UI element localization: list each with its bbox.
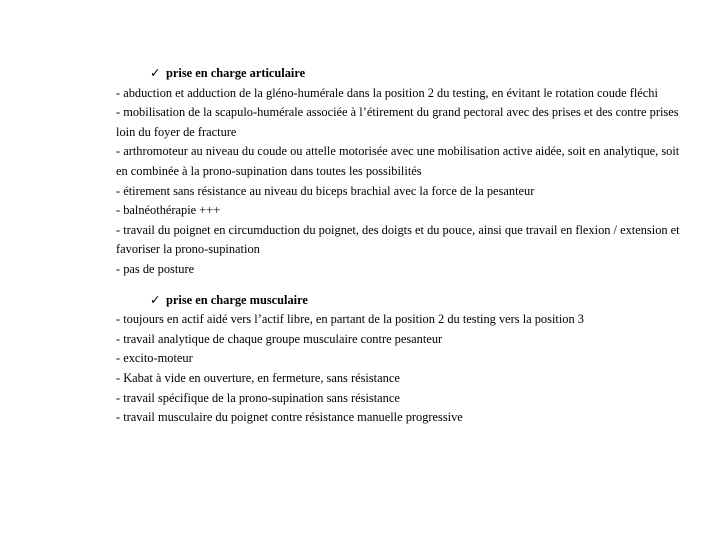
section-articular-care [116,64,682,280]
section-heading-text: prise en charge musculaire [166,292,308,307]
list-item: - toujours en actif aidé vers l’actif libre, en partant de la position 2 du testing vers la position 3 [116,312,584,327]
document-body [116,64,682,428]
list-item: - abduction et adduction de la gléno-humérale dans la position 2 du testing, en évitant le rotation coude fléchi [116,85,658,100]
section-heading-text: prise en charge articulaire [166,66,306,80]
checkmark-icon: ✓ [150,66,161,80]
list-item: - mobilisation de la scapulo-humérale associée à l’étirement du grand pectoral avec des prises et des contre prises loin du foyer de fracture [116,105,679,139]
list-item: - travail musculaire du poignet contre résistance manuelle progressive [116,410,463,425]
list-item: - travail spécifique de la prono-supination sans résistance [116,390,400,405]
list-item: - Kabat à vide en ouverture, en fermeture, sans résistance [116,370,400,385]
list-item: - étirement sans résistance au niveau du biceps brachial avec la force de la pesanteur [116,183,535,198]
checkmark-icon: ✓ [150,292,161,307]
list-item: - balnéothérapie +++ [116,203,221,218]
section-heading [116,64,682,84]
list-item: - arthromoteur au niveau du coude ou attelle motorisée avec une mobilisation active aidée, soit en analytique, soit en combinée à la prono-supination dans toutes les possibilités [116,144,680,178]
list-item: - travail du poignet en circumduction du poignet, des doigts et du pouce, ainsi que travail en flexion / extension et favoriser la prono-supination [116,222,680,257]
section-heading [116,291,682,311]
list-item: - excito-moteur [116,351,193,366]
list-item: - pas de posture [116,261,195,276]
list-item: - travail analytique de chaque groupe musculaire contre pesanteur [116,331,443,346]
section-muscular-care [116,291,682,428]
